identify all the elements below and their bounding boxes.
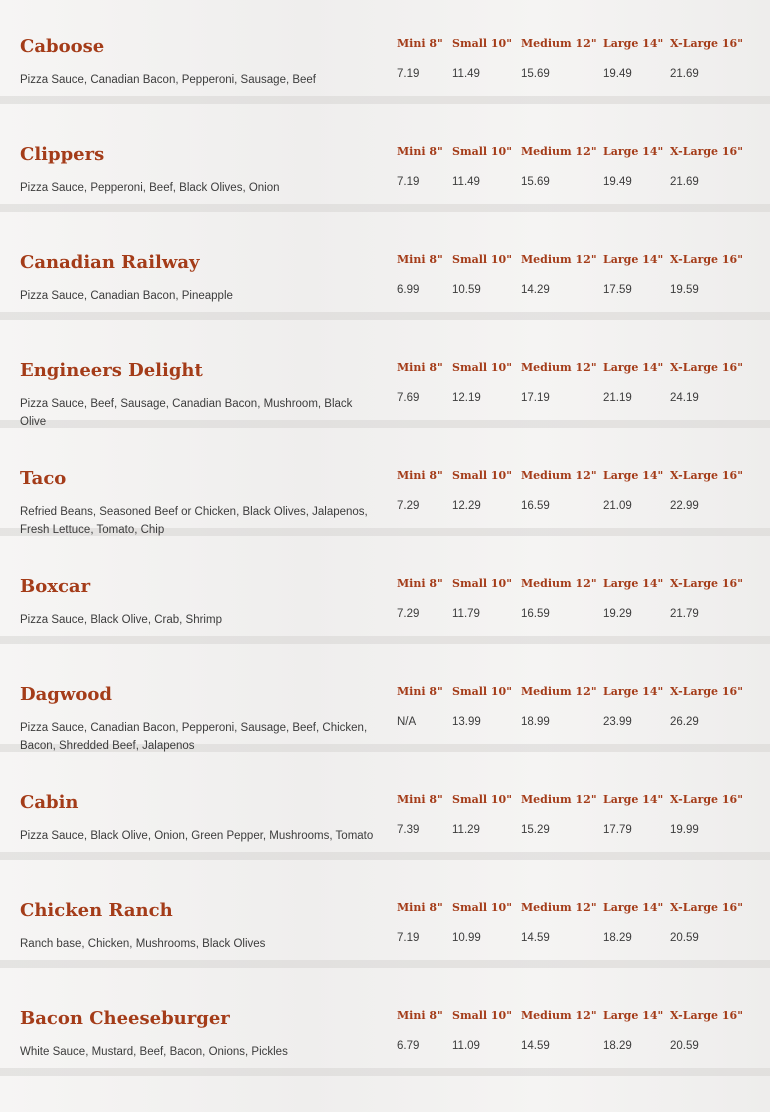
price-large: 21.09 <box>603 500 632 512</box>
size-label-xlarge: X-Large 16" <box>670 1009 743 1022</box>
price-xlarge: 19.99 <box>670 824 699 836</box>
size-label-medium: Medium 12" <box>521 37 597 50</box>
menu-item-caboose <box>0 0 770 108</box>
price-medium: 15.69 <box>521 176 550 188</box>
size-label-large: Large 14" <box>603 361 664 374</box>
price-medium: 16.59 <box>521 608 550 620</box>
size-label-xlarge: X-Large 16" <box>670 793 743 806</box>
price-mini: 6.79 <box>397 1040 420 1052</box>
price-medium: 18.99 <box>521 716 550 728</box>
size-label-large: Large 14" <box>603 469 664 482</box>
item-description: Ranch base, Chicken, Mushrooms, Black Olives <box>20 938 266 950</box>
item-name: Engineers Delight <box>20 360 203 381</box>
size-label-medium: Medium 12" <box>521 577 597 590</box>
size-label-medium: Medium 12" <box>521 793 597 806</box>
price-large: 19.29 <box>603 608 632 620</box>
price-large: 18.29 <box>603 932 632 944</box>
size-label-small: Small 10" <box>452 469 512 482</box>
size-label-small: Small 10" <box>452 685 512 698</box>
price-xlarge: 19.59 <box>670 284 699 296</box>
price-small: 11.79 <box>452 608 480 620</box>
size-label-medium: Medium 12" <box>521 361 597 374</box>
size-label-large: Large 14" <box>603 1009 664 1022</box>
size-label-xlarge: X-Large 16" <box>670 361 743 374</box>
size-label-small: Small 10" <box>452 253 512 266</box>
menu-item-clippers <box>0 108 770 216</box>
item-name: Clippers <box>20 144 105 165</box>
size-label-xlarge: X-Large 16" <box>670 253 743 266</box>
item-name: Taco <box>20 468 67 489</box>
item-description: Refried Beans, Seasoned Beef or Chicken, Black Olives, Jalapenos, Fresh Lettuce, Tomato, Chip <box>20 506 368 536</box>
item-description: Pizza Sauce, Canadian Bacon, Pepperoni, Sausage, Beef <box>20 74 317 86</box>
item-description: Pizza Sauce, Beef, Sausage, Canadian Bacon, Mushroom, Black Olive <box>20 398 353 428</box>
price-large: 19.49 <box>603 68 632 80</box>
price-mini: 7.19 <box>397 932 420 944</box>
price-mini: 7.29 <box>397 608 420 620</box>
size-label-mini: Mini 8" <box>397 901 443 914</box>
price-mini: 7.19 <box>397 176 420 188</box>
size-label-xlarge: X-Large 16" <box>670 901 743 914</box>
size-label-large: Large 14" <box>603 793 664 806</box>
menu-item-boxcar <box>0 540 770 648</box>
price-xlarge: 20.59 <box>670 932 699 944</box>
price-xlarge: 26.29 <box>670 716 699 728</box>
price-small: 12.29 <box>452 500 481 512</box>
price-xlarge: 21.79 <box>670 608 699 620</box>
item-name: Cabin <box>20 792 79 813</box>
item-description: Pizza Sauce, Black Olive, Onion, Green Pepper, Mushrooms, Tomato <box>20 830 374 842</box>
price-mini: N/A <box>397 716 417 728</box>
price-small: 11.49 <box>452 68 480 80</box>
price-mini: 7.39 <box>397 824 420 836</box>
size-label-xlarge: X-Large 16" <box>670 145 743 158</box>
menu-item-cabin <box>0 756 770 864</box>
size-label-mini: Mini 8" <box>397 361 443 374</box>
size-label-medium: Medium 12" <box>521 469 597 482</box>
menu-item-canadian-railway <box>0 216 770 324</box>
item-description: Pizza Sauce, Black Olive, Crab, Shrimp <box>20 614 222 626</box>
price-mini: 6.99 <box>397 284 420 296</box>
size-label-large: Large 14" <box>603 577 664 590</box>
price-mini: 7.19 <box>397 68 420 80</box>
item-name: Bacon Cheeseburger <box>20 1008 230 1029</box>
size-label-large: Large 14" <box>603 145 664 158</box>
size-label-medium: Medium 12" <box>521 253 597 266</box>
price-large: 21.19 <box>603 392 632 404</box>
price-xlarge: 21.69 <box>670 68 699 80</box>
menu-item-bacon-cheeseburger <box>0 972 770 1080</box>
size-label-small: Small 10" <box>452 793 512 806</box>
item-description: White Sauce, Mustard, Beef, Bacon, Onions, Pickles <box>20 1046 288 1058</box>
price-medium: 15.29 <box>521 824 550 836</box>
price-small: 11.29 <box>452 824 480 836</box>
price-medium: 16.59 <box>521 500 550 512</box>
item-name: Boxcar <box>20 576 91 597</box>
price-xlarge: 20.59 <box>670 1040 699 1052</box>
price-xlarge: 21.69 <box>670 176 699 188</box>
size-label-large: Large 14" <box>603 37 664 50</box>
size-label-xlarge: X-Large 16" <box>670 37 743 50</box>
menu-item-taco <box>0 432 770 540</box>
size-label-mini: Mini 8" <box>397 253 443 266</box>
item-description: Pizza Sauce, Canadian Bacon, Pineapple <box>20 290 233 302</box>
price-large: 23.99 <box>603 716 632 728</box>
price-medium: 14.59 <box>521 1040 550 1052</box>
size-label-small: Small 10" <box>452 577 512 590</box>
size-label-xlarge: X-Large 16" <box>670 577 743 590</box>
price-xlarge: 22.99 <box>670 500 699 512</box>
price-large: 18.29 <box>603 1040 632 1052</box>
menu-item-dagwood <box>0 648 770 756</box>
price-medium: 17.19 <box>521 392 550 404</box>
price-small: 10.59 <box>452 284 481 296</box>
size-label-large: Large 14" <box>603 253 664 266</box>
item-name: Dagwood <box>20 684 112 705</box>
size-label-mini: Mini 8" <box>397 469 443 482</box>
size-label-small: Small 10" <box>452 361 512 374</box>
size-label-mini: Mini 8" <box>397 685 443 698</box>
menu-item-chicken-ranch <box>0 864 770 972</box>
size-label-mini: Mini 8" <box>397 577 443 590</box>
item-name: Canadian Railway <box>20 252 200 273</box>
price-mini: 7.29 <box>397 500 420 512</box>
size-label-xlarge: X-Large 16" <box>670 469 743 482</box>
size-label-medium: Medium 12" <box>521 1009 597 1022</box>
size-label-small: Small 10" <box>452 37 512 50</box>
size-label-medium: Medium 12" <box>521 901 597 914</box>
size-label-medium: Medium 12" <box>521 685 597 698</box>
size-label-small: Small 10" <box>452 1009 512 1022</box>
price-medium: 14.59 <box>521 932 550 944</box>
size-label-xlarge: X-Large 16" <box>670 685 743 698</box>
item-name: Caboose <box>20 36 105 57</box>
item-name: Chicken Ranch <box>20 900 173 921</box>
price-small: 13.99 <box>452 716 481 728</box>
menu-item-engineers-delight <box>0 324 770 432</box>
size-label-small: Small 10" <box>452 901 512 914</box>
size-label-large: Large 14" <box>603 901 664 914</box>
price-xlarge: 24.19 <box>670 392 699 404</box>
size-label-mini: Mini 8" <box>397 793 443 806</box>
price-medium: 15.69 <box>521 68 550 80</box>
item-description: Pizza Sauce, Canadian Bacon, Pepperoni, Sausage, Beef, Chicken, Bacon, Shredded Beef, Jalapenos <box>20 722 368 752</box>
price-small: 12.19 <box>452 392 481 404</box>
price-small: 11.49 <box>452 176 480 188</box>
size-label-large: Large 14" <box>603 685 664 698</box>
price-small: 11.09 <box>452 1040 480 1052</box>
item-description: Pizza Sauce, Pepperoni, Beef, Black Olives, Onion <box>20 182 280 194</box>
size-label-mini: Mini 8" <box>397 37 443 50</box>
price-large: 17.79 <box>603 824 632 836</box>
price-mini: 7.69 <box>397 392 420 404</box>
price-small: 10.99 <box>452 932 481 944</box>
size-label-mini: Mini 8" <box>397 145 443 158</box>
price-medium: 14.29 <box>521 284 550 296</box>
size-label-small: Small 10" <box>452 145 512 158</box>
price-large: 17.59 <box>603 284 632 296</box>
size-label-mini: Mini 8" <box>397 1009 443 1022</box>
size-label-medium: Medium 12" <box>521 145 597 158</box>
price-large: 19.49 <box>603 176 632 188</box>
